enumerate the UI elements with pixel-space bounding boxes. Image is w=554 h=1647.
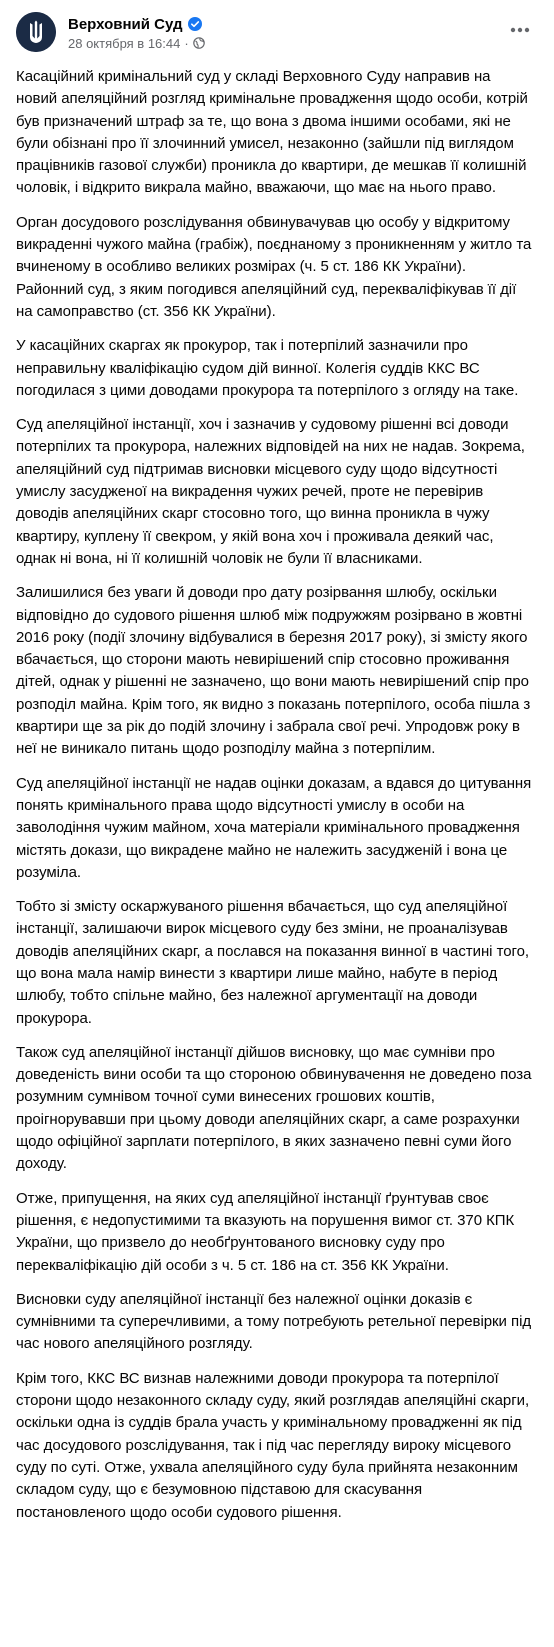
meta-separator: · — [184, 35, 189, 51]
author-line — [68, 14, 202, 34]
post-timestamp[interactable]: 28 октября в 16:44 — [68, 35, 181, 51]
post-text — [16, 66, 534, 1536]
post-paragraph: Залишилися без уваги й доводи про дату розірвання шлюбу, оскільки відповідно до судового рішення шлюб між подружжям розірвано в жовтні 2016 року (події злочину відбувалися в березня 2017 року), зі змісту якого вбачається, що сторони мають невирішений спір стосовно проживання дітей, однак у рішенні не зазначено, що вони мають невирішений спір про розподіл майна. Крім того, як видно з показань потерпілого, особа пішла з квартири ще за рік до подій злочину і забрала свої речі. Упродовж року в неї не виникало питань щодо розподілу майна з потерпілим. — [16, 584, 531, 758]
post-paragraph: Також суд апеляційної інстанції дійшов висновку, що має сумніви про доведеність вини особи та що стороною обвинувачення не доведено поза розумним сумнівом точної суми винесених грошових коштів, проігнорувавши при цьому доводи апеляційних скарг, а саме розрахунки щодо офіційної зарплати потерпілого, в яких зазначено певні суми його доходу. — [16, 1043, 532, 1173]
avatar[interactable] — [16, 12, 56, 52]
author-name[interactable]: Верховний Суд — [68, 15, 183, 33]
post-meta — [68, 34, 205, 52]
more-options-button[interactable] — [502, 12, 538, 48]
post-header — [16, 12, 538, 52]
post-paragraph: Висновки суду апеляційної інстанції без належної оцінки доказів є сумнівними та суперечливими, а тому потребують ретельної перевірки під час нового апеляційного розгляду. — [16, 1290, 532, 1353]
post-paragraph: У касаційних скаргах як прокурор, так і потерпілий зазначили про неправильну кваліфікацію судом дій винної. Колегія суддів ККС ВС погодилася з цими доводами прокурора та потерпілого з огляду на таке. — [16, 337, 519, 399]
coat-of-arms-icon — [16, 12, 56, 52]
globe-icon — [193, 37, 205, 49]
post-paragraph: Отже, припущення, на яких суд апеляційної інстанції ґрунтував своє рішення, є недопустимими та вказують на порушення вимог ст. 370 КПК України, що призвело до необґрунтованого висновку суду про перекваліфікацію дій особи з ч. 5 ст. 186 на ст. 356 КК України. — [16, 1189, 515, 1274]
post-paragraph: Суд апеляційної інстанції, хоч і зазначив у судовому рішенні всі доводи потерпілих та прокурора, належних відповідей на них не надав. Зокрема, апеляційний суд підтримав висновки місцевого суду щодо відсутності умислу засудженої на викрадення чужих речей, проте не перевірив доводів апеляційних скарг стосовно того, що винна проникла в чужу квартиру, куплену її свекром, у якій вона хоч і проживала деякий час, однак ні вона, ні її колишній чоловік не були її власниками. — [16, 416, 525, 567]
post-paragraph: Крім того, ККС ВС визнав належними доводи прокурора та потерпілої сторони щодо незаконного складу суду, який розглядав апеляційні скарги, оскільки одна із суддів брала участь у кримінальному провадженні як під час досудового розслідування, так і під час перегляду вироку місцевого суду по суті. Отже, ухвала апеляційного суду була прийнята незаконним складом суду, що є безумовною підставою для скасування постановленого щодо особи судового рішення. — [16, 1369, 530, 1521]
post-paragraph: Касаційний кримінальний суд у складі Верховного Суду направив на новий апеляційний розгляд кримінальне провадження щодо особи, котрій був призначений штраф за те, що вона з двома іншими особами, які не були обізнані про її злочинний умисел, незаконно (зайшли під виглядом працівників газової служби) проникла до квартири, де мешкав її колишній чоловік, і відкрито викрала майно, вважаючи, що має на нього право. — [16, 68, 528, 197]
post-paragraph: Орган досудового розслідування обвинувачував цю особу у відкритому викраденні чужого майна (грабіж), поєднаному з проникненням у житло та вчиненому в особливо великих розмірах (ч. 5 ст. 186 КК України). Районний суд, з яким погодився апеляційний суд, перекваліфікував її дії на самоправство (ст. 356 КК України). — [16, 213, 532, 320]
post-paragraph: Тобто зі змісту оскаржуваного рішення вбачається, що суд апеляційної інстанції, залишаючи вирок місцевого суду без зміни, не проаналізував доводів апеляційних скарг, а послався на показання винної в частині того, що вона мала намір винести з квартири лише майно, набуте в період шлюбу, тобто спільне майно, без належної аргументації на доводи прокурора. — [16, 898, 530, 1027]
post-paragraph: Суд апеляційної інстанції не надав оцінки доказам, а вдався до цитування понять кримінального права щодо відсутності умислу в особи на заволодіння чужим майном, хоча матеріали кримінального провадження містять докази, що викрадене майно не належить засудженій і вона це розуміла. — [16, 774, 532, 881]
more-options-icon — [510, 27, 530, 33]
verified-badge-icon — [188, 17, 202, 31]
